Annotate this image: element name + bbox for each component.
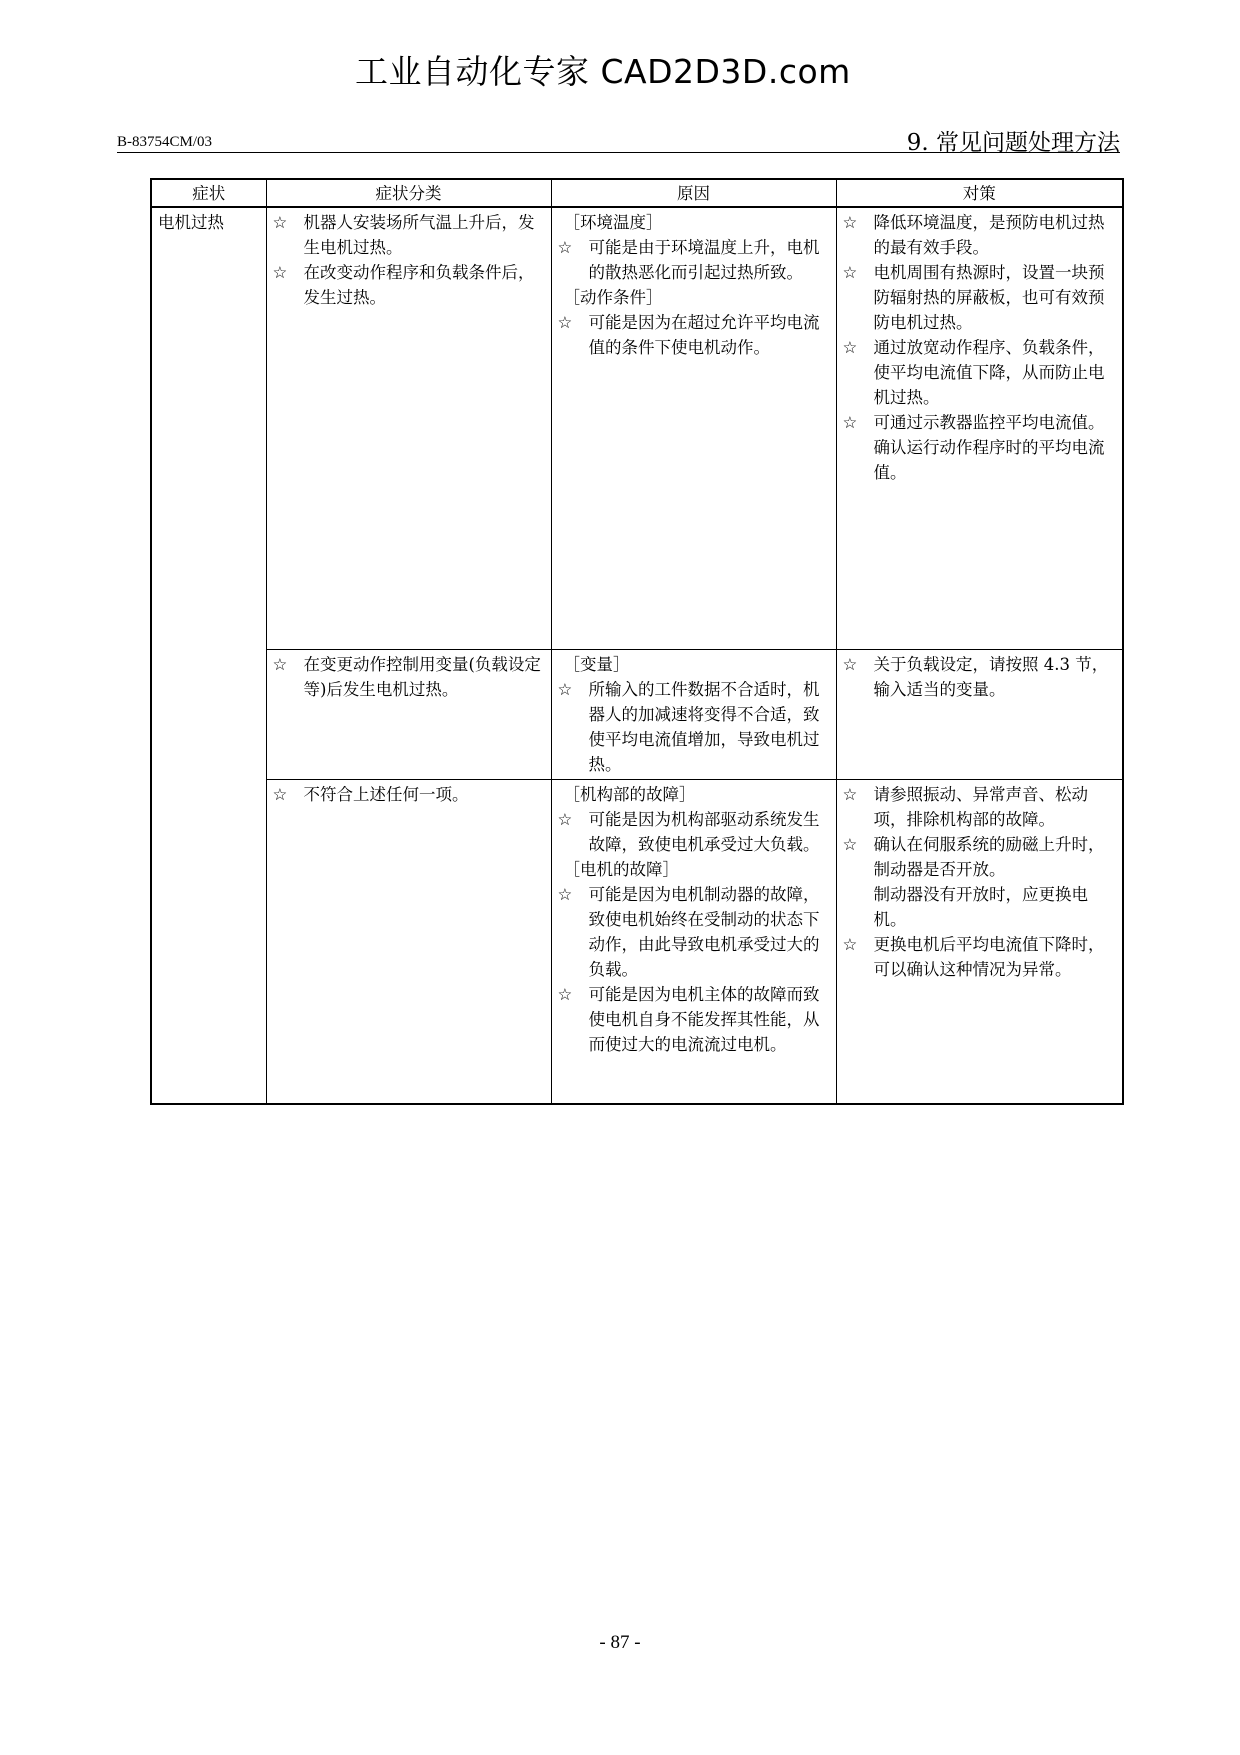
table-row xyxy=(151,207,1123,649)
cause-heading: ［机构部的故障］ xyxy=(563,784,696,804)
star-icon: ☆ xyxy=(842,934,858,954)
symptom-cell: 电机过热 xyxy=(151,207,266,1104)
page-number: - 87 - xyxy=(599,1632,641,1653)
list-item: ☆ 确认在伺服系统的励磁上升时，制动器是否开放。 xyxy=(843,832,1119,882)
troubleshooting-table xyxy=(150,178,1124,1105)
star-icon: ☆ xyxy=(557,984,573,1004)
table-header-row xyxy=(151,179,1123,207)
list-item: ☆ 通过放宽动作程序、负载条件，使平均电流值下降，从而防止电机过热。 xyxy=(843,335,1119,410)
list-item: ☆ 机器人安装场所气温上升后，发生电机过热。 xyxy=(273,210,547,260)
section-title: 9. 常见问题处理方法 xyxy=(906,130,1120,156)
list-item: ☆ 在变更动作控制用变量(负载设定等)后发生电机过热。 xyxy=(273,652,547,702)
list-item: ☆ 更换电机后平均电流值下降时，可以确认这种情况为异常。 xyxy=(843,932,1119,982)
star-icon: ☆ xyxy=(557,238,573,257)
cause-cell xyxy=(551,649,836,779)
star-icon: ☆ xyxy=(557,884,573,904)
list-item: ☆ 可能是因为电机主体的故障而致使电机自身不能发挥其性能，从而使过大的电流流过电机。 xyxy=(558,982,832,1057)
list-item: ☆ 可能是因为在超过允许平均电流值的条件下使电机动作。 xyxy=(558,310,832,360)
star-icon: ☆ xyxy=(842,413,858,432)
column-header: 症状 xyxy=(151,179,266,207)
list-item: ☆ 所输入的工件数据不合适时，机器人的加减速将变得不合适，致使平均电流值增加，导致电机过热。 xyxy=(558,677,832,777)
star-icon: ☆ xyxy=(272,654,288,674)
watermark-text: 工业自动化专家 CAD2D3D.com xyxy=(355,52,851,91)
cause-cell xyxy=(551,779,836,1104)
measure-note: 制动器没有开放时，应更换电机。 xyxy=(873,884,1088,929)
measure-cell xyxy=(836,779,1123,1104)
list-item: ☆ 不符合上述任何一项。 xyxy=(273,782,547,807)
list-item: ☆ 关于负载设定，请按照 4.3 节，输入适当的变量。 xyxy=(843,652,1119,702)
list-item: ☆ 在改变动作程序和负载条件后，发生过热。 xyxy=(273,260,547,310)
column-header: 对策 xyxy=(836,179,1123,207)
measure-cell xyxy=(836,649,1123,779)
star-icon: ☆ xyxy=(842,654,858,674)
header-rule xyxy=(117,152,1120,153)
category-cell xyxy=(266,779,551,1104)
star-icon: ☆ xyxy=(842,213,858,232)
column-header: 症状分类 xyxy=(266,179,551,207)
star-icon: ☆ xyxy=(272,263,288,282)
star-icon: ☆ xyxy=(842,834,858,854)
star-icon: ☆ xyxy=(842,784,858,804)
category-cell xyxy=(266,207,551,649)
cause-heading: ［环境温度］ xyxy=(563,213,663,232)
star-icon: ☆ xyxy=(842,263,858,282)
column-header: 原因 xyxy=(551,179,836,207)
star-icon: ☆ xyxy=(272,784,288,804)
category-cell xyxy=(266,649,551,779)
cause-heading: ［电机的故障］ xyxy=(563,859,679,879)
star-icon: ☆ xyxy=(842,338,858,357)
cause-heading: ［变量］ xyxy=(563,654,630,674)
measure-cell xyxy=(836,207,1123,649)
table-row xyxy=(151,649,1123,779)
list-item: ☆ 请参照振动、异常声音、松动项，排除机构部的故障。 xyxy=(843,782,1119,832)
star-icon: ☆ xyxy=(557,679,573,699)
list-item: ☆ 可通过示教器监控平均电流值。确认运行动作程序时的平均电流值。 xyxy=(843,410,1119,485)
star-icon: ☆ xyxy=(557,809,573,829)
list-item: ☆ 电机周围有热源时，设置一块预防辐射热的屏蔽板，也可有效预防电机过热。 xyxy=(843,260,1119,335)
cause-heading: ［动作条件］ xyxy=(563,288,663,307)
list-item: ☆ 可能是因为电机制动器的故障，致使电机始终在受制动的状态下动作，由此导致电机承受过大的负载。 xyxy=(558,882,832,982)
star-icon: ☆ xyxy=(557,313,573,332)
list-item: ☆ 可能是由于环境温度上升，电机的散热恶化而引起过热所致。 xyxy=(558,235,832,285)
cause-cell xyxy=(551,207,836,649)
star-icon: ☆ xyxy=(272,213,288,232)
list-item: ☆ 降低环境温度，是预防电机过热的最有效手段。 xyxy=(843,210,1119,260)
list-item: ☆ 可能是因为机构部驱动系统发生故障，致使电机承受过大负载。 xyxy=(558,807,832,857)
table-row xyxy=(151,779,1123,1104)
document-id: B-83754CM/03 xyxy=(117,134,213,150)
